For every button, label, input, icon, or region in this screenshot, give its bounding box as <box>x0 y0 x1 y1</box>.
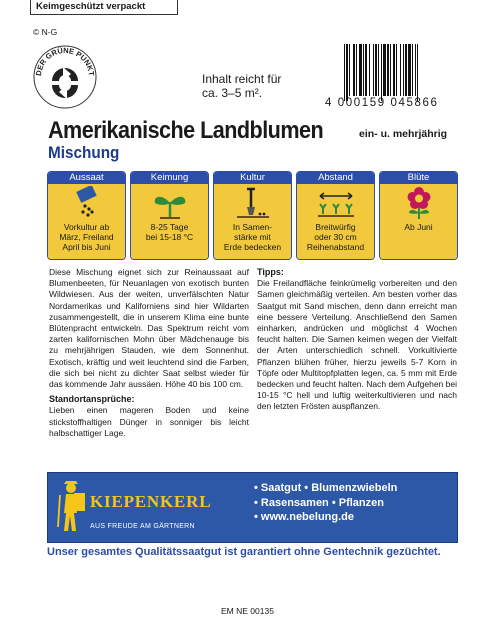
info-culture <box>213 171 292 260</box>
sowing-info-icons <box>47 171 458 260</box>
barcode-bar <box>405 44 407 96</box>
info-sowing-text3: April bis Juni <box>62 242 111 252</box>
info-spacing <box>296 171 375 260</box>
barcode-bar <box>408 44 411 96</box>
barcode-bar <box>390 44 391 96</box>
copyright: © N-G <box>33 27 58 37</box>
sprout-icon <box>150 186 190 220</box>
info-culture-text1: In Samen- <box>232 222 273 232</box>
info-sowing-text1: Vorkultur ab <box>63 222 110 232</box>
product-lifecycle: ein- u. mehrjährig <box>359 128 448 140</box>
packaging-tag <box>30 0 178 15</box>
barcode-bar <box>393 44 395 96</box>
barcode-bar <box>400 44 401 96</box>
info-culture-text3: Erde bedecken <box>223 242 282 252</box>
barcode-bar <box>363 44 364 96</box>
barcode-bar <box>383 44 386 96</box>
barcode-bar <box>378 44 379 96</box>
info-spacing-text1: Breitwürfig <box>315 222 356 232</box>
tips-text: Die Freilandfläche feinkrümelig vorbereiten und den Samen gleichmäßig verteilen. Am besten vorher das Saatgut mit Sand mischen, denn dann erreicht man eine bessere Verteilung. Anschließend den Samen einharken, andrücken und möglichst 4 Wochen feucht halten. Die Samen keimen wegen der Vielfalt der Arten unterschiedlich schnell. Vorkultivierte Pflanzen blühen früher, hierzu jeweils 5-7 Korn in Töpfe oder Multitopfplatten legen, ca. 5 mm mit Erde bedecken und feucht halten. Nach dem Aufgehen bei 10-15 °C hell und luftig weiterkultivieren und nach den letzten Frösten auspflanzen. <box>257 278 457 412</box>
brand-product-list <box>254 481 397 525</box>
brand-item: • Saatgut • Blumenzwiebeln <box>254 482 398 494</box>
barcode-bar <box>359 44 362 96</box>
barcode-bar <box>403 44 404 96</box>
barcode-bar <box>346 44 348 101</box>
info-culture-text2: stärke mit <box>234 232 271 242</box>
barcode-bar <box>381 44 382 101</box>
brand-banner <box>47 472 458 543</box>
description-column <box>49 267 249 439</box>
gmo-free-statement: Unser gesamtes Qualitätssaatgut ist garantiert ohne Gentechnik gezüchtet. <box>47 546 441 558</box>
barcode-bar <box>353 44 355 96</box>
content-amount <box>202 72 281 100</box>
flower-icon <box>399 186 439 220</box>
info-bloom-text1: Ab Juni <box>404 222 433 232</box>
info-spacing-text2: oder 30 cm <box>314 232 357 242</box>
row-spacing-icon <box>316 186 356 220</box>
info-sowing <box>47 171 126 260</box>
info-sowing-label: Aussaat <box>48 172 125 184</box>
product-title: Amerikanische Landblumen <box>48 117 324 144</box>
barcode-bar <box>415 44 416 96</box>
tips-heading: Tipps: <box>257 267 284 277</box>
barcode-bar <box>349 44 350 96</box>
tips-column <box>257 267 457 413</box>
product-subtitle: Mischung <box>48 143 120 162</box>
barcode-bar <box>365 44 367 96</box>
kiepenkerl-figure-icon <box>56 481 88 535</box>
location-text: Lieben einen mageren Boden und keine stickstoffhaltigen Dünger in sonniger bis leicht halbschattiger Lage. <box>49 405 249 438</box>
location-heading: Standortansprüche: <box>49 394 135 405</box>
green-dot-icon <box>31 43 99 111</box>
brand-website-link[interactable]: • www.nebelung.de <box>254 511 355 523</box>
barcode-bar <box>412 44 413 96</box>
info-bloom-label: Blüte <box>380 172 457 184</box>
barcode-bar <box>369 44 370 96</box>
green-dot-text: DER GRÜNE PUNKT <box>33 45 97 77</box>
packaging-tag-text: Keimgeschützt verpackt <box>36 1 146 12</box>
info-spacing-label: Abstand <box>297 172 374 184</box>
barcode-bar <box>387 44 389 96</box>
barcode-bar <box>356 44 357 96</box>
info-germination <box>130 171 209 260</box>
barcode-bar <box>396 44 397 96</box>
spade-icon <box>233 186 273 220</box>
info-sowing-text2: März, Freiland <box>59 232 114 242</box>
barcode-bar <box>373 44 374 96</box>
info-bloom <box>379 171 458 260</box>
info-spacing-text3: Reihenabstand <box>306 242 365 252</box>
seed-bag-icon <box>67 186 107 220</box>
content-amount-line1: Inhalt reicht für <box>202 72 282 86</box>
barcode-bar <box>344 44 345 101</box>
brand-name: KIEPENKERL <box>90 492 212 511</box>
info-germination-text2: bei 15-18 °C <box>145 232 194 242</box>
content-amount-line2: ca. 3–5 m². <box>202 86 263 100</box>
description-text: Diese Mischung eignet sich zur Reinaussaat auf Blumenbeeten, für Neuanlagen von exotisch bunten Wildwiesen. Aus der weiten, unverfälschten Natur Nordamerikas und Kaliforniens sind hier Wildarten zusammengestellt, die in unserem Klima eine bunte Blütenpracht entwickeln. Das Spektrum reicht vom zarten kalifornischen Mohn über Mädchenauge bis zu mehrjährigen Stauden, wie dem Sonnenhut. Exotisch, kräftig und weit leuchtend sind die Farben, die sich bei nicht zu dichter Saat selbst wieder für das kommende Jahr aussäen. Höhe 40 bis 100 cm. <box>49 267 249 390</box>
barcode-bar <box>375 44 377 96</box>
barcode-number: 4 000159 045866 <box>325 97 439 109</box>
product-code: EM NE 00135 <box>221 606 274 616</box>
brand-slogan: AUS FREUDE AM GÄRTNERN <box>90 523 195 530</box>
barcode-bar <box>417 44 418 101</box>
barcode-icon <box>340 44 453 101</box>
info-germination-label: Keimung <box>131 172 208 184</box>
brand-item: • Rasensamen • Pflanzen <box>254 496 384 509</box>
info-germination-text1: 8-25 Tage <box>150 222 189 232</box>
info-culture-label: Kultur <box>214 172 291 184</box>
